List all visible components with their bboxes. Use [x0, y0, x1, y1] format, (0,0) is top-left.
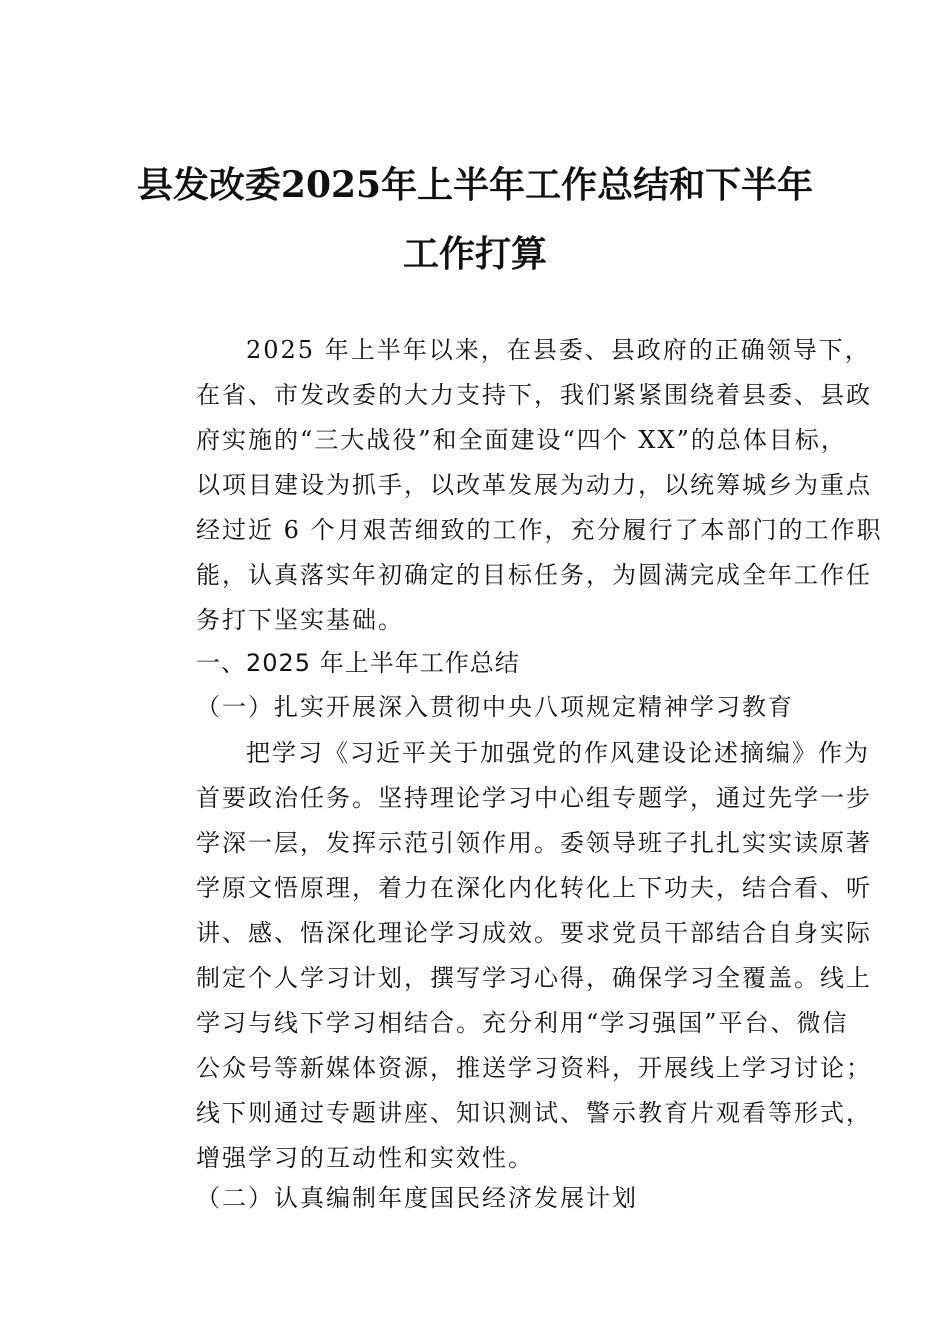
intro-line: 经过近 6 个月艰苦细致的工作，充分履行了本部门的工作职: [196, 516, 883, 544]
section-heading-1: 一、2025 年上半年工作总结: [196, 649, 520, 677]
paragraph-line: 公众号等新媒体资源，推送学习资料，开展线上学习讨论；: [196, 1054, 872, 1082]
document-title-line-2: 工作打算: [402, 233, 547, 275]
paragraph-line: 学深一层，发挥示范引领作用。委领导班子扎扎实实读原著: [196, 829, 872, 857]
subsection-heading-1: （一）扎实开展深入贯彻中央八项规定精神学习教育: [196, 693, 794, 721]
paragraph-line: 增强学习的互动性和实效性。: [196, 1144, 534, 1172]
paragraph-line: 线下则通过专题讲座、知识测试、警示教育片观看等形式，: [196, 1099, 872, 1127]
intro-paragraph: [146, 328, 883, 643]
intro-line: 以项目建设为抓手，以改革发展为动力，以统筹城乡为重点: [196, 471, 872, 499]
paragraph-line: 把学习《习近平关于加强党的作风建设论述摘编》作为: [246, 739, 870, 767]
subsection-heading-2: （二）认真编制年度国民经济发展计划: [196, 1184, 638, 1212]
intro-line: 2025 年上半年以来，在县委、县政府的正确领导下，: [246, 336, 871, 364]
paragraph-line: 讲、感、悟深化理论学习成效。要求党员干部结合自身实际: [196, 919, 872, 947]
intro-line: 能，认真落实年初确定的目标任务，为圆满完成全年工作任: [196, 561, 872, 589]
subsection-1-paragraph: [146, 731, 872, 1181]
intro-line: 在省、市发改委的大力支持下，我们紧紧围绕着县委、县政: [196, 381, 872, 409]
paragraph-line: 制定个人学习计划，撰写学习心得，确保学习全覆盖。线上: [196, 964, 872, 992]
paragraph-line: 学习与线下学习相结合。充分利用“学习强国”平台、微信: [196, 1009, 849, 1037]
intro-line: 务打下坚实基础。: [196, 606, 404, 634]
intro-line: 府实施的“三大战役”和全面建设“四个 XX”的总体目标，: [196, 426, 847, 454]
document-title-line-1: 县发改委2025年上半年工作总结和下半年: [136, 164, 814, 206]
paragraph-line: 首要政治任务。坚持理论学习中心组专题学，通过先学一步: [196, 784, 872, 812]
paragraph-line: 学原文悟原理，着力在深化内化转化上下功夫，结合看、听: [196, 874, 872, 902]
